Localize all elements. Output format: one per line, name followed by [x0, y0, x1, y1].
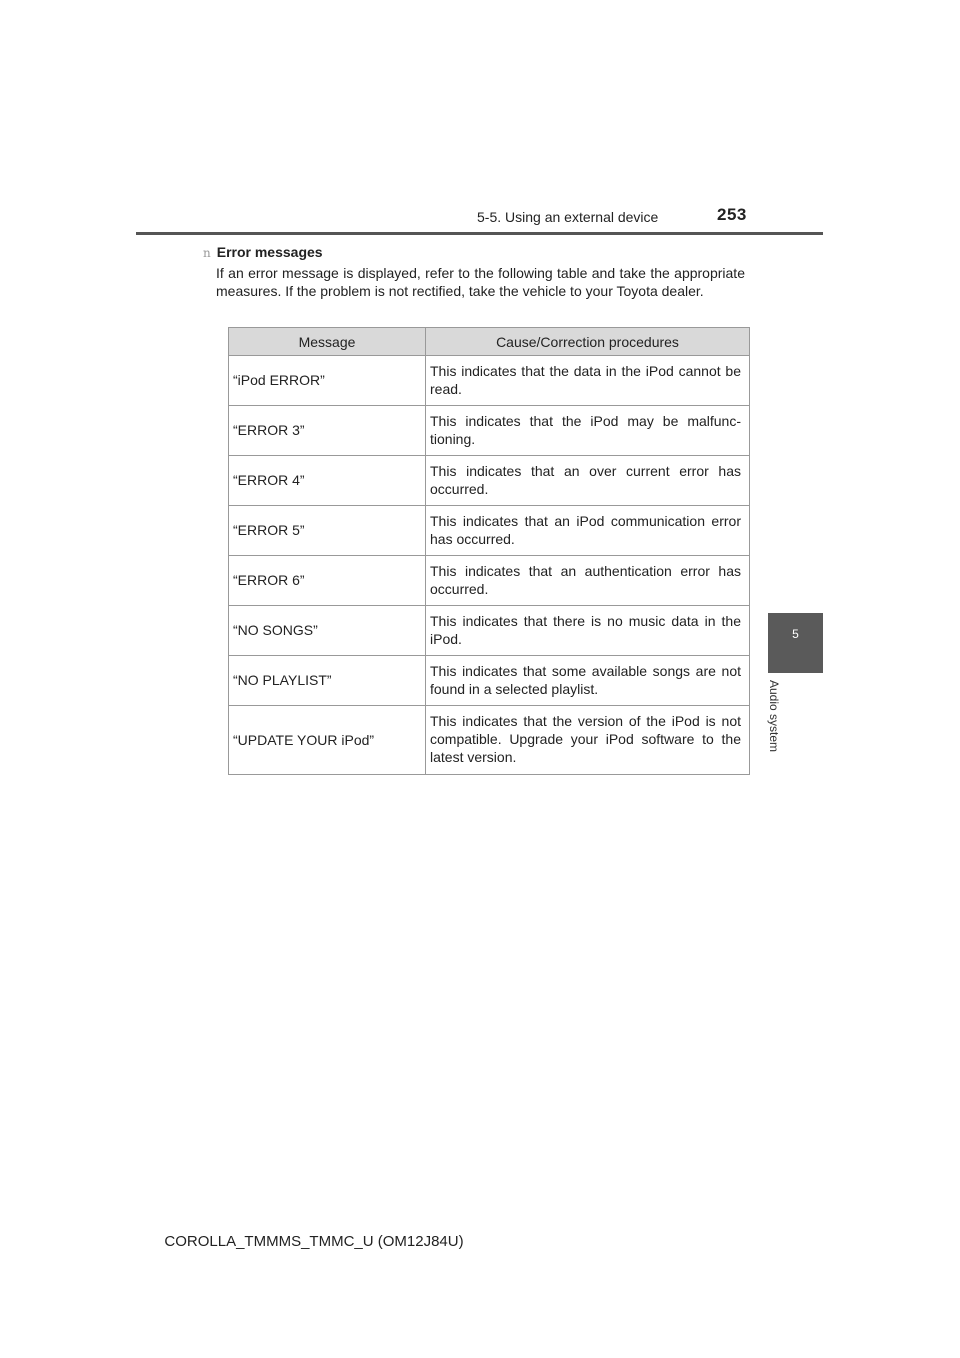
page-number: 253 [717, 205, 747, 224]
message-cell: “ERROR 4” [229, 456, 426, 506]
cause-cell: This indicates that some available songs are not found in a selected playlist. [426, 656, 750, 706]
cause-cell: This indicates that there is no music data in the iPod. [426, 606, 750, 656]
table-header-row [229, 328, 750, 356]
message-cell: “iPod ERROR” [229, 356, 426, 406]
table-row [229, 506, 750, 556]
message-cell: “ERROR 3” [229, 406, 426, 456]
chapter-label-container [767, 680, 791, 780]
error-messages-table [228, 327, 750, 775]
header-divider [136, 232, 823, 235]
chapter-tab: 5 [768, 613, 823, 673]
table-row [229, 406, 750, 456]
cause-cell: This indicates that the version of the iPod is not compatible. Upgrade your iPod software to the latest version. [426, 706, 750, 775]
message-cell: “NO SONGS” [229, 606, 426, 656]
cause-cell: This indicates that an over current error has occurred. [426, 456, 750, 506]
table-row [229, 556, 750, 606]
heading-text: Error messages [216, 244, 323, 260]
chapter-label: Audio system [767, 680, 781, 753]
bullet-icon: n [203, 246, 211, 260]
table-row [229, 706, 750, 775]
section-heading [203, 244, 323, 260]
cause-cell: This indicates that an authentication error has occurred. [426, 556, 750, 606]
column-header-cause: Cause/Correction procedures [426, 328, 750, 356]
cause-cell: This indicates that the iPod may be malfunc-tioning. [426, 406, 750, 456]
table-row [229, 456, 750, 506]
message-cell: “ERROR 6” [229, 556, 426, 606]
table-row [229, 656, 750, 706]
section-title: 5-5. Using an external device [477, 209, 659, 225]
message-cell: “ERROR 5” [229, 506, 426, 556]
table-row [229, 606, 750, 656]
cause-cell: This indicates that the data in the iPod cannot be read. [426, 356, 750, 406]
cause-cell: This indicates that an iPod communication error has occurred. [426, 506, 750, 556]
message-cell: “NO PLAYLIST” [229, 656, 426, 706]
intro-paragraph: If an error message is displayed, refer to the following table and take the appropriate measures. If the problem is not rectified, take the vehicle to your Toyota dealer. [216, 265, 745, 299]
document-footer: COROLLA_TMMMS_TMMC_U (OM12J84U) [164, 1233, 464, 1250]
table-row [229, 356, 750, 406]
column-header-message: Message [229, 328, 426, 356]
message-cell: “UPDATE YOUR iPod” [229, 706, 426, 775]
